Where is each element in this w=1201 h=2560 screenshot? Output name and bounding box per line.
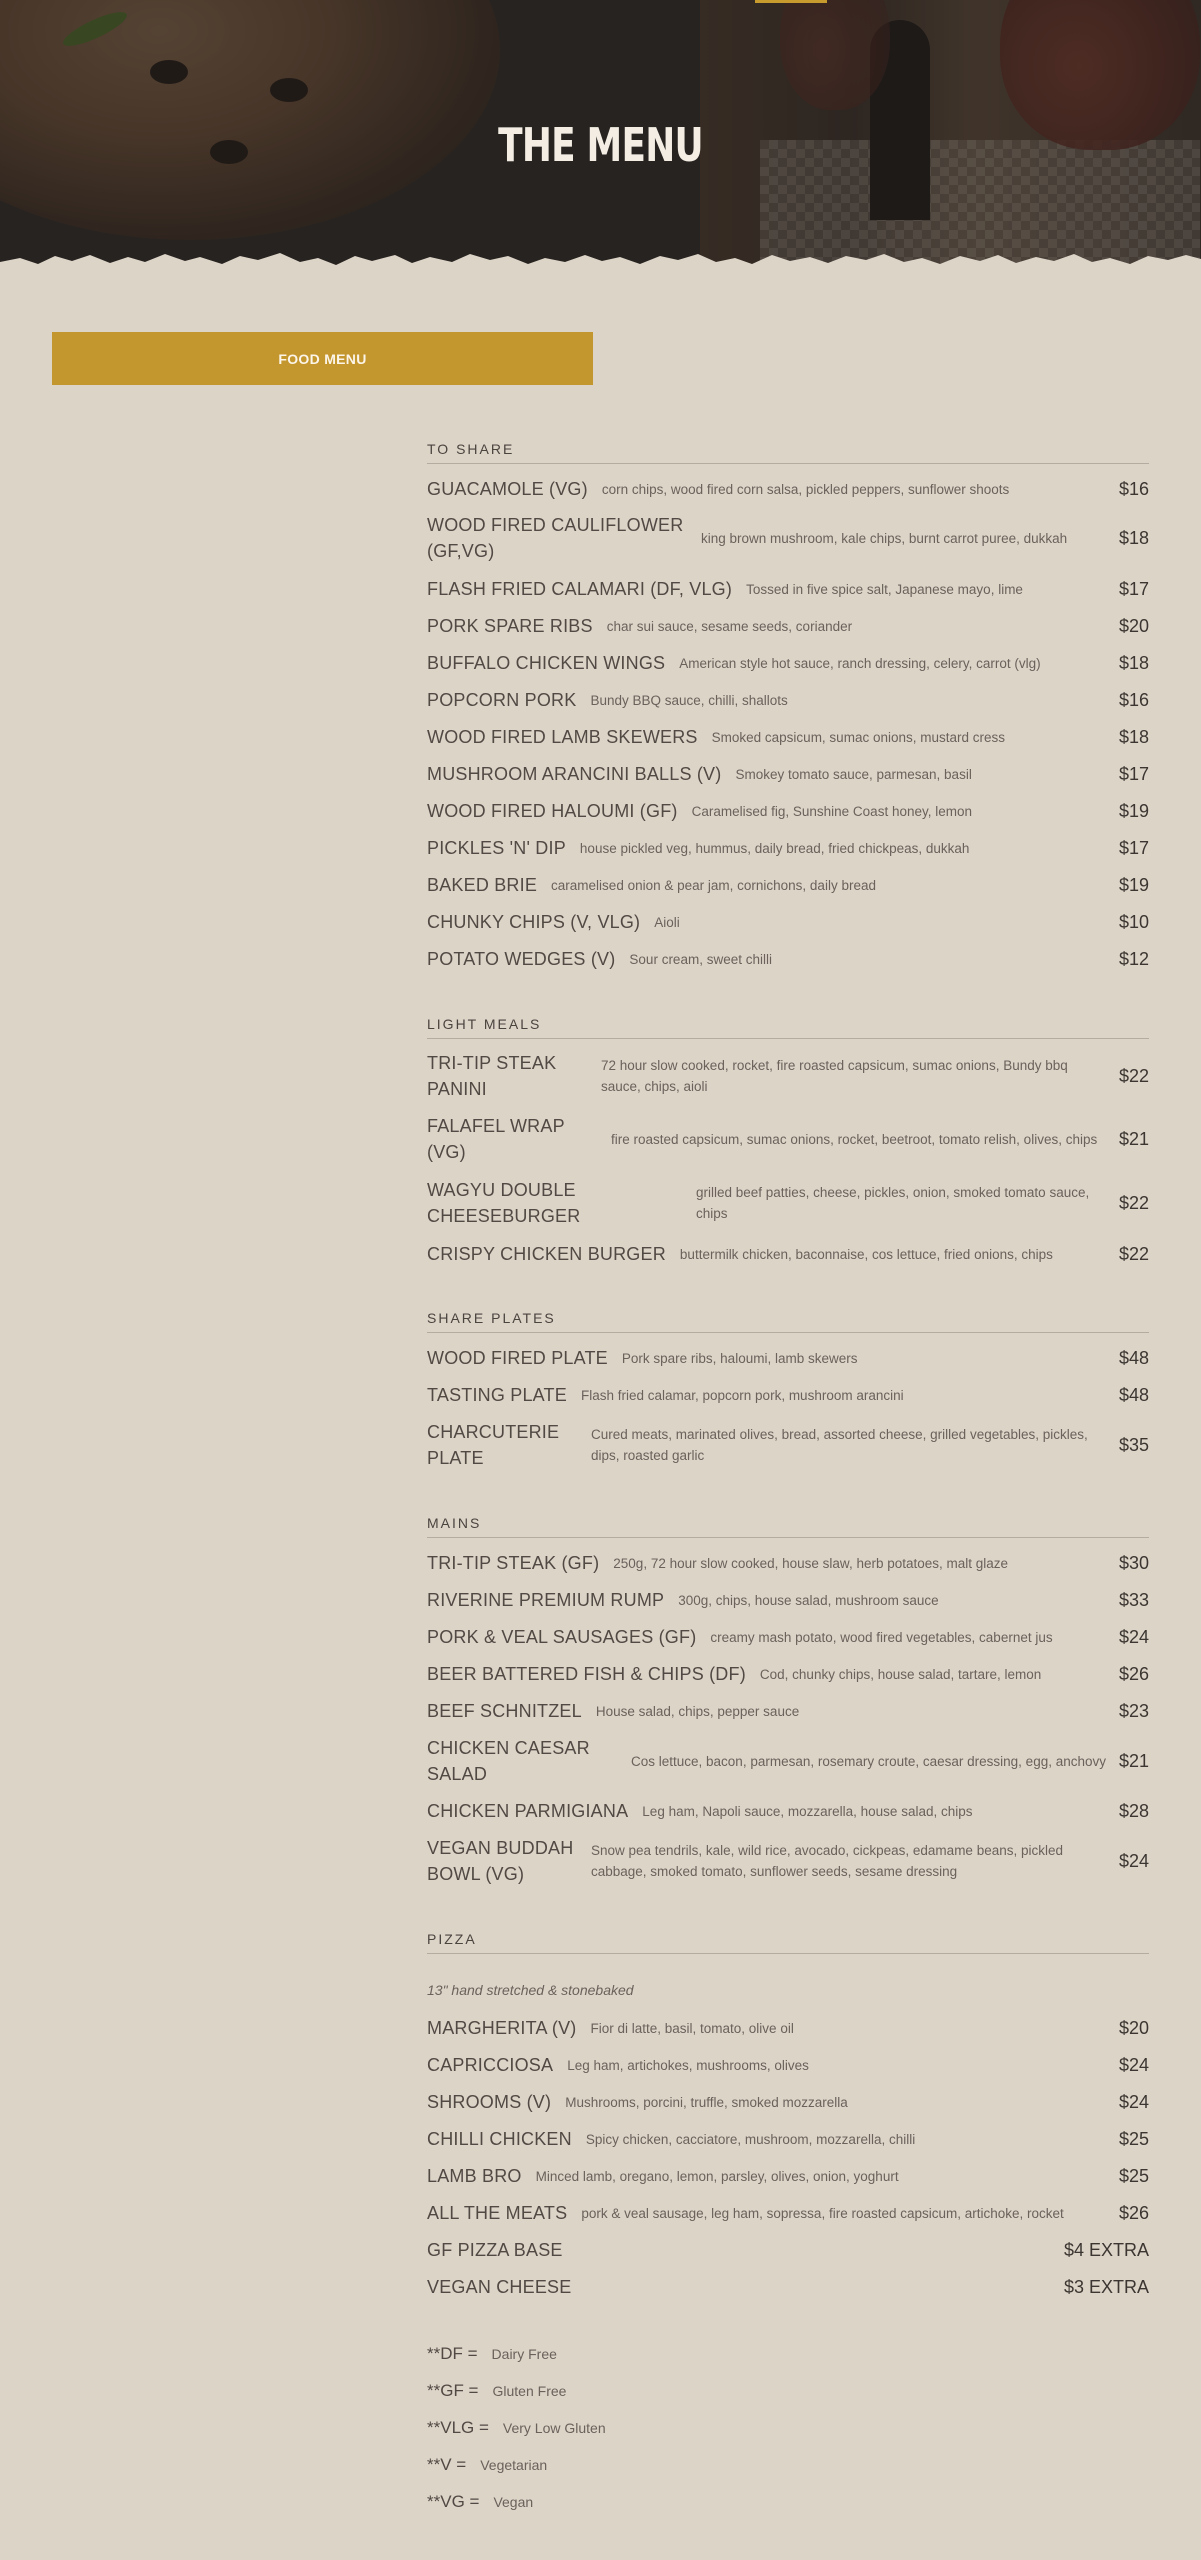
menu-item xyxy=(427,2261,1149,2313)
menu-item-name: CRISPY CHICKEN BURGER xyxy=(427,1243,666,1264)
menu-item-description: 300g, chips, house salad, mushroom sauce xyxy=(678,1592,939,1608)
food-menu-button[interactable]: FOOD MENU xyxy=(52,332,593,385)
menu-item-name: WOOD FIRED CAULIFLOWER (GF,VG) xyxy=(427,515,684,561)
menu-item-name: TRI-TIP STEAK PANINI xyxy=(427,1053,557,1099)
menu-item-price: $10 xyxy=(1118,911,1149,932)
menu-item-price: $4 EXTRA xyxy=(1063,2239,1149,2260)
menu-item-name: BAKED BRIE xyxy=(427,874,538,895)
menu-item-name: PORK & VEAL SAUSAGES (GF) xyxy=(427,1626,697,1647)
legend-code: **VG = xyxy=(427,2492,480,2511)
menu-item xyxy=(427,933,1149,985)
menu-item-name: PICKLES 'N' DIP xyxy=(427,837,566,858)
section-title: SHARE PLATES xyxy=(427,1310,1149,1333)
menu-item-name: BEEF SCHNITZEL xyxy=(427,1700,582,1721)
menu-item-name: POTATO WEDGES (V) xyxy=(427,948,616,969)
menu-item-name: FLASH FRIED CALAMARI (DF, VLG) xyxy=(427,578,733,599)
legend-row xyxy=(427,2344,557,2364)
menu-item-description: Bundy BBQ sauce, chilli, shallots xyxy=(590,692,788,708)
menu-item-description: Minced lamb, oregano, lemon, parsley, olives, onion, yoghurt xyxy=(535,2168,899,2184)
menu-item-price: $26 xyxy=(1118,1663,1149,1684)
menu-item-price: $30 xyxy=(1118,1552,1149,1573)
menu-item-description: Leg ham, Napoli sauce, mozzarella, house salad, chips xyxy=(642,1803,973,1819)
section-title: LIGHT MEALS xyxy=(427,1016,1149,1039)
menu-item-price: $24 xyxy=(1118,2091,1149,2112)
menu-item-price: $22 xyxy=(1118,1192,1149,1213)
menu-item-description: 250g, 72 hour slow cooked, house slaw, herb potatoes, malt glaze xyxy=(613,1555,1009,1571)
menu-item-price: $17 xyxy=(1118,763,1149,784)
menu-item-description: 72 hour slow cooked, rocket, fire roasted capsicum, sumac onions, Bundy bbq sauce, chips, aioli xyxy=(601,1058,1068,1094)
menu-item-price: $24 xyxy=(1118,1850,1149,1871)
menu-item-description: Fior di latte, basil, tomato, olive oil xyxy=(590,2020,794,2036)
menu-item-name: ALL THE MEATS xyxy=(427,2202,568,2223)
menu-item-description: Cod, chunky chips, house salad, tartare, lemon xyxy=(759,1666,1042,1682)
menu-item-description: Cured meats, marinated olives, bread, assorted cheese, grilled vegetables, pickles, dips, roasted garlic xyxy=(591,1427,1088,1463)
menu-item-price: $25 xyxy=(1118,2128,1149,2149)
torn-paper-edge xyxy=(0,228,1201,288)
section-note: 13" hand stretched & stonebaked xyxy=(427,1982,634,1998)
menu-item xyxy=(427,463,1149,515)
menu-item-description: House salad, chips, pepper sauce xyxy=(595,1703,800,1719)
menu-item-price: $28 xyxy=(1118,1800,1149,1821)
menu-item-description: buttermilk chicken, baconnaise, cos lettuce, fried onions, chips xyxy=(679,1246,1053,1262)
menu-item-name: CHARCUTERIE PLATE xyxy=(427,1422,560,1468)
menu-item-name: SHROOMS (V) xyxy=(427,2091,552,2112)
menu-item-description: Mushrooms, porcini, truffle, smoked mozzarella xyxy=(565,2094,848,2110)
menu-item-price: $25 xyxy=(1118,2165,1149,2186)
menu-item-name: CAPRICCIOSA xyxy=(427,2054,554,2075)
section-title: MAINS xyxy=(427,1515,1149,1538)
legend-code: **DF = xyxy=(427,2344,478,2363)
menu-item-name: PORK SPARE RIBS xyxy=(427,615,593,636)
menu-item-price: $3 EXTRA xyxy=(1063,2276,1149,2297)
menu-item-name: CHICKEN CAESAR SALAD xyxy=(427,1738,590,1784)
legend-row xyxy=(427,2455,547,2475)
menu-item-price: $18 xyxy=(1118,527,1149,548)
menu-item-description: Leg ham, artichokes, mushrooms, olives xyxy=(567,2057,809,2073)
menu-item-description: Flash fried calamar, popcorn pork, mushroom arancini xyxy=(580,1387,904,1403)
menu-item-price: $16 xyxy=(1118,478,1149,499)
menu-item-name: CHILLI CHICKEN xyxy=(427,2128,572,2149)
menu-item-name: WAGYU DOUBLE CHEESEBURGER xyxy=(427,1180,581,1226)
menu-item-name: CHICKEN PARMIGIANA xyxy=(427,1800,629,1821)
legend-row xyxy=(427,2492,533,2512)
menu-item xyxy=(427,1369,1149,1421)
menu-item-price: $20 xyxy=(1118,615,1149,636)
legend-row xyxy=(427,2418,606,2438)
legend-meaning: Vegan xyxy=(493,2494,534,2510)
menu-item-price: $26 xyxy=(1118,2202,1149,2223)
menu-item-price: $18 xyxy=(1118,652,1149,673)
legend-code: **GF = xyxy=(427,2381,479,2400)
menu-item-price: $24 xyxy=(1118,1626,1149,1647)
menu-item-name: BUFFALO CHICKEN WINGS xyxy=(427,652,666,673)
menu-item-price: $48 xyxy=(1118,1384,1149,1405)
menu-item-name: VEGAN BUDDAH BOWL (VG) xyxy=(427,1838,574,1884)
legend-meaning: Vegetarian xyxy=(480,2457,548,2473)
menu-item-description: Smoked capsicum, sumac onions, mustard cress xyxy=(711,729,1006,745)
menu-item xyxy=(427,1177,1149,1229)
menu-item-name: VEGAN CHEESE xyxy=(427,2276,572,2297)
menu-item-price: $24 xyxy=(1118,2054,1149,2075)
menu-item-name: RIVERINE PREMIUM RUMP xyxy=(427,1589,665,1610)
menu-item-description: Cos lettuce, bacon, parmesan, rosemary croute, caesar dressing, egg, anchovy xyxy=(631,1753,1106,1769)
accent-line xyxy=(755,0,827,3)
section-title: TO SHARE xyxy=(427,441,1149,464)
menu-item-price: $23 xyxy=(1118,1700,1149,1721)
menu-item-description: Pork spare ribs, haloumi, lamb skewers xyxy=(621,1350,858,1366)
legend-meaning: Very Low Gluten xyxy=(502,2420,606,2436)
menu-item-description: fire roasted capsicum, sumac onions, rocket, beetroot, tomato relish, olives, chips xyxy=(611,1131,1098,1147)
menu-item-price: $16 xyxy=(1118,689,1149,710)
menu-item-name: TASTING PLATE xyxy=(427,1384,567,1405)
menu-item-description: char sui sauce, sesame seeds, coriander xyxy=(606,618,853,634)
menu-item-price: $18 xyxy=(1118,726,1149,747)
menu-item-description: house pickled veg, hummus, daily bread, fried chickpeas, dukkah xyxy=(579,840,970,856)
menu-item-name: BEER BATTERED FISH & CHIPS (DF) xyxy=(427,1663,746,1684)
menu-item-name: MARGHERITA (V) xyxy=(427,2017,577,2038)
menu-item-name: LAMB BRO xyxy=(427,2165,522,2186)
legend-meaning: Gluten Free xyxy=(492,2383,567,2399)
legend-meaning: Dairy Free xyxy=(491,2346,557,2362)
menu-item-name: GF PIZZA BASE xyxy=(427,2239,563,2260)
menu-item-price: $19 xyxy=(1118,874,1149,895)
menu-item-description: American style hot sauce, ranch dressing, celery, carrot (vlg) xyxy=(679,655,1041,671)
menu-item-description: Tossed in five spice salt, Japanese mayo, lime xyxy=(746,581,1023,597)
menu-item-price: $48 xyxy=(1118,1347,1149,1368)
menu-item-description: Sour cream, sweet chilli xyxy=(629,951,772,967)
menu-item-name: WOOD FIRED PLATE xyxy=(427,1347,608,1368)
menu-item-description: Smokey tomato sauce, parmesan, basil xyxy=(735,766,972,782)
menu-item-price: $33 xyxy=(1118,1589,1149,1610)
legend-row xyxy=(427,2381,566,2401)
menu-item xyxy=(427,1050,1149,1102)
menu-item xyxy=(427,1113,1149,1165)
menu-item-description: grilled beef patties, cheese, pickles, onion, smoked tomato sauce, chips xyxy=(696,1185,1090,1221)
menu-item-price: $21 xyxy=(1118,1750,1149,1771)
menu-item-price: $35 xyxy=(1118,1434,1149,1455)
menu-item-price: $20 xyxy=(1118,2017,1149,2038)
menu-item-price: $21 xyxy=(1118,1128,1149,1149)
menu-item-name: WOOD FIRED LAMB SKEWERS xyxy=(427,726,698,747)
legend-code: **V = xyxy=(427,2455,467,2474)
menu-item-name: TRI-TIP STEAK (GF) xyxy=(427,1552,600,1573)
menu-item-name: POPCORN PORK xyxy=(427,689,577,710)
menu-item-name: MUSHROOM ARANCINI BALLS (V) xyxy=(427,763,722,784)
menu-item-description: king brown mushroom, kale chips, burnt carrot puree, dukkah xyxy=(701,530,1068,546)
menu-item xyxy=(427,1685,1149,1737)
menu-item-name: FALAFEL WRAP (VG) xyxy=(427,1116,565,1162)
menu-item-description: Caramelised fig, Sunshine Coast honey, lemon xyxy=(691,803,972,819)
page-title: THE MENU xyxy=(498,118,703,172)
menu-item-description: Spicy chicken, cacciatore, mushroom, mozzarella, chilli xyxy=(585,2131,916,2147)
menu-item-price: $17 xyxy=(1118,837,1149,858)
menu-item-description: corn chips, wood fired corn salsa, pickled peppers, sunflower shoots xyxy=(601,481,1010,497)
menu-item xyxy=(427,1835,1149,1887)
menu-item-description: caramelised onion & pear jam, cornichons, daily bread xyxy=(551,877,876,893)
menu-item-name: GUACAMOLE (VG) xyxy=(427,478,588,499)
section-title: PIZZA xyxy=(427,1931,1149,1954)
menu-item-price: $12 xyxy=(1118,948,1149,969)
legend-code: **VLG = xyxy=(427,2418,489,2437)
menu-item-name: WOOD FIRED HALOUMI (GF) xyxy=(427,800,678,821)
menu-item xyxy=(427,1419,1149,1471)
menu-item-name: CHUNKY CHIPS (V, VLG) xyxy=(427,911,641,932)
menu-item-description: pork & veal sausage, leg ham, sopressa, fire roasted capsicum, artichoke, rocket xyxy=(581,2205,1064,2221)
menu-item-price: $22 xyxy=(1118,1243,1149,1264)
menu-item-price: $22 xyxy=(1118,1065,1149,1086)
menu-item-description: creamy mash potato, wood fired vegetables, cabernet jus xyxy=(710,1629,1053,1645)
menu-item-description: Snow pea tendrils, kale, wild rice, avocado, cickpeas, edamame beans, pickled cabbage, smoked tomato, sunflower seeds, sesame dressing xyxy=(591,1843,1063,1879)
menu-item xyxy=(427,1735,1149,1787)
menu-item xyxy=(427,1785,1149,1837)
menu-item xyxy=(427,512,1149,564)
menu-item-description: Aioli xyxy=(654,914,680,930)
menu-item-price: $17 xyxy=(1118,578,1149,599)
menu-item-price: $19 xyxy=(1118,800,1149,821)
menu-item xyxy=(427,1228,1149,1280)
